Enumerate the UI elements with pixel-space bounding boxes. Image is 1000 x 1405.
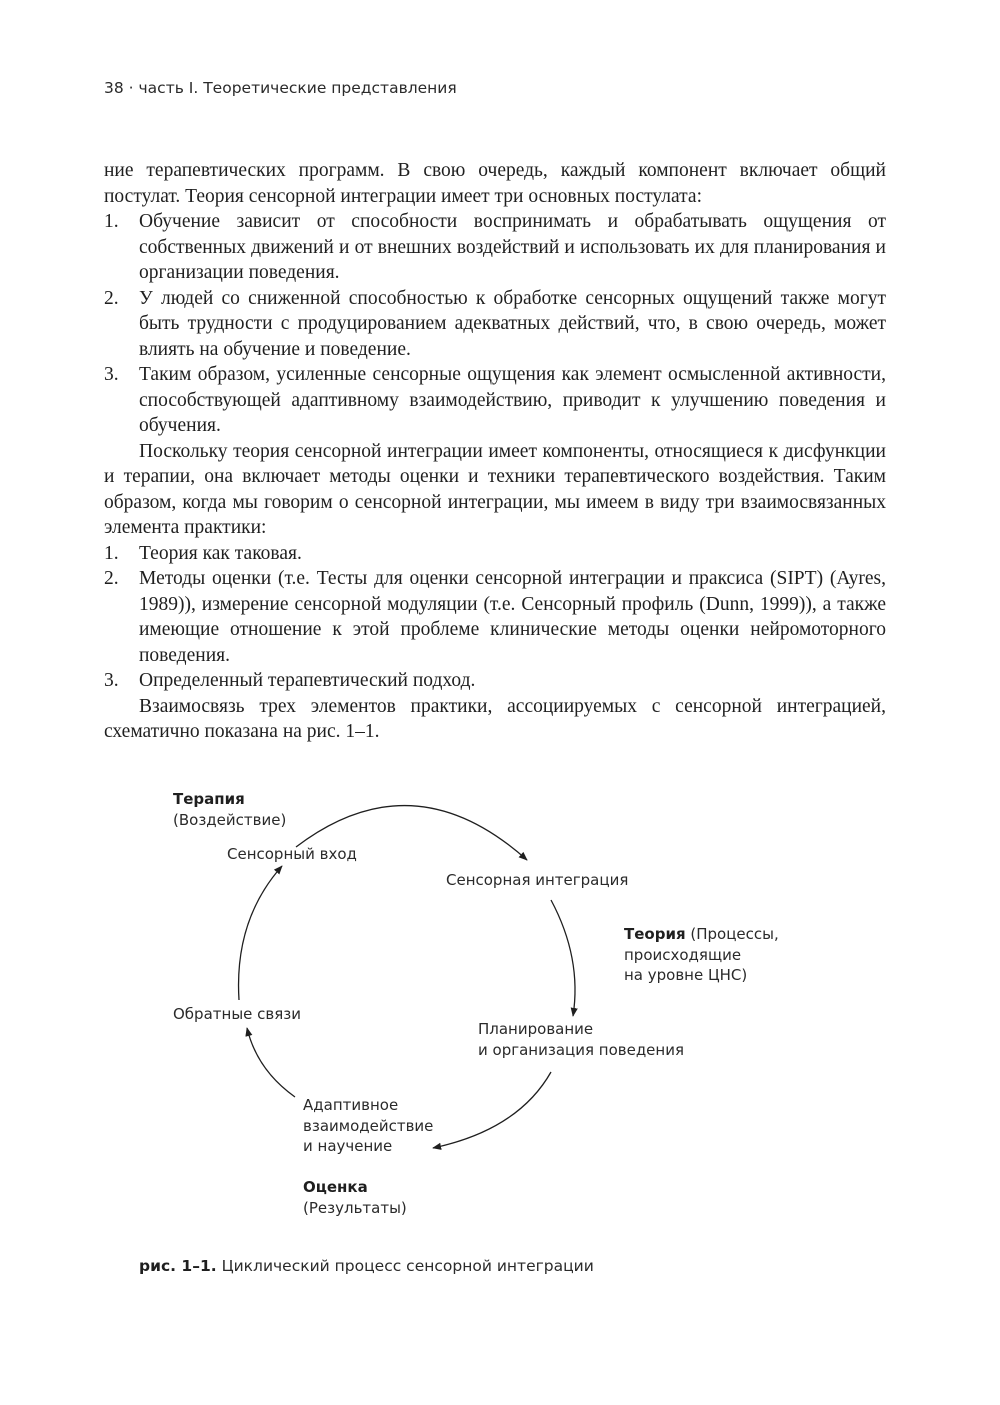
list-text: Таким образом, усиленные сенсорные ощущения как элемент осмысленной активности, способствующей адаптивному взаимодействию, приводит к улучшению поведения и обучения.	[139, 364, 886, 436]
caption-text: Циклический процесс сенсорной интеграции	[216, 1257, 594, 1275]
adaptive-line: Адаптивное	[303, 1096, 399, 1114]
figure-caption	[139, 1257, 594, 1275]
adaptive-line: и научение	[303, 1137, 393, 1155]
list-number: 2.	[104, 568, 119, 589]
assessment-label	[303, 1177, 407, 1218]
arrow-adaptive-to-feedback	[247, 1028, 295, 1097]
list-text: Теория как таковая.	[139, 542, 302, 564]
paragraph: Поскольку теория сенсорной интеграции имеет компоненты, относящиеся к дисфункции и терапии, она включает методы оценки и техники терапевтического воздействия. Таким образом, когда мы говорим о сенсорной интеграции, мы имеем в виду три взаимосвязанных элемента практики:	[104, 440, 886, 538]
arrow-planning-to-adaptive	[433, 1072, 551, 1148]
paragraph: ние терапевтических программ. В свою очередь, каждый компонент включает общий постулат. Теория сенсорной интеграции имеет три основных постулата:	[104, 160, 886, 207]
list-number: 3.	[104, 670, 119, 691]
theory-subtitle: происходящие	[624, 945, 742, 964]
assessment-subtitle: (Результаты)	[303, 1198, 407, 1217]
paragraph: Взаимосвязь трех элементов практики, ассоциируемых с сенсорной интеграцией, схематично показана на рис. 1–1.	[104, 695, 886, 742]
theory-subtitle: на уровне ЦНС)	[624, 966, 748, 984]
list-number: 1.	[104, 211, 119, 232]
planning-line: Планирование	[478, 1020, 594, 1038]
assessment-title: Оценка	[303, 1178, 368, 1196]
list-number: 2.	[104, 287, 119, 309]
list-text: Определенный терапевтический подход.	[139, 670, 476, 691]
list-number: 1.	[104, 542, 119, 564]
caption-label: рис. 1–1.	[139, 1257, 217, 1275]
adaptive-line: взаимодействие	[303, 1116, 434, 1135]
sensory-integration-node: Сенсорная интеграция	[446, 871, 629, 889]
list-text: Обучение зависит от способности воспринимать и обрабатывать ощущения от собственных движений и от внешних воздействий и использовать их для планирования и организации поведения.	[139, 211, 886, 283]
adaptive-node	[303, 1095, 433, 1157]
therapy-title: Терапия	[173, 790, 245, 808]
theory-subtitle: (Процессы,	[685, 925, 779, 943]
list-text: Методы оценки (т.е. Тесты для оценки сенсорной интеграции и праксиса (SIPT) (Ayres, 1989)), измерение сенсорной модуляции (т.е. Сенсорный профиль (Dunn, 1999)), а также имеющие отношение к этой проблеме клинические методы оценки нейромоторного поведения.	[139, 568, 886, 666]
planning-line: и организация поведения	[478, 1040, 684, 1059]
planning-node	[478, 1019, 684, 1060]
sensory-input-node: Сенсорный вход	[227, 845, 357, 863]
list-number: 3.	[104, 364, 119, 385]
list-text: У людей со сниженной способностью к обработке сенсорных ощущений также могут быть трудности с продуцированием адекватных действий, что, в свою очередь, может влиять на обучение и поведение.	[139, 287, 886, 360]
therapy-label	[173, 789, 286, 830]
theory-label	[624, 924, 779, 986]
header-part-title: часть I. Теоретические представления	[138, 79, 457, 97]
page-number: 38	[104, 79, 124, 97]
arrow-feedback-to-input	[239, 866, 282, 1000]
arrow-integration-to-planning	[551, 900, 575, 1016]
feedback-node: Обратные связи	[173, 1005, 301, 1023]
theory-title: Теория	[624, 925, 686, 943]
header-separator: ·	[123, 79, 139, 97]
therapy-subtitle: (Воздействие)	[173, 810, 287, 829]
